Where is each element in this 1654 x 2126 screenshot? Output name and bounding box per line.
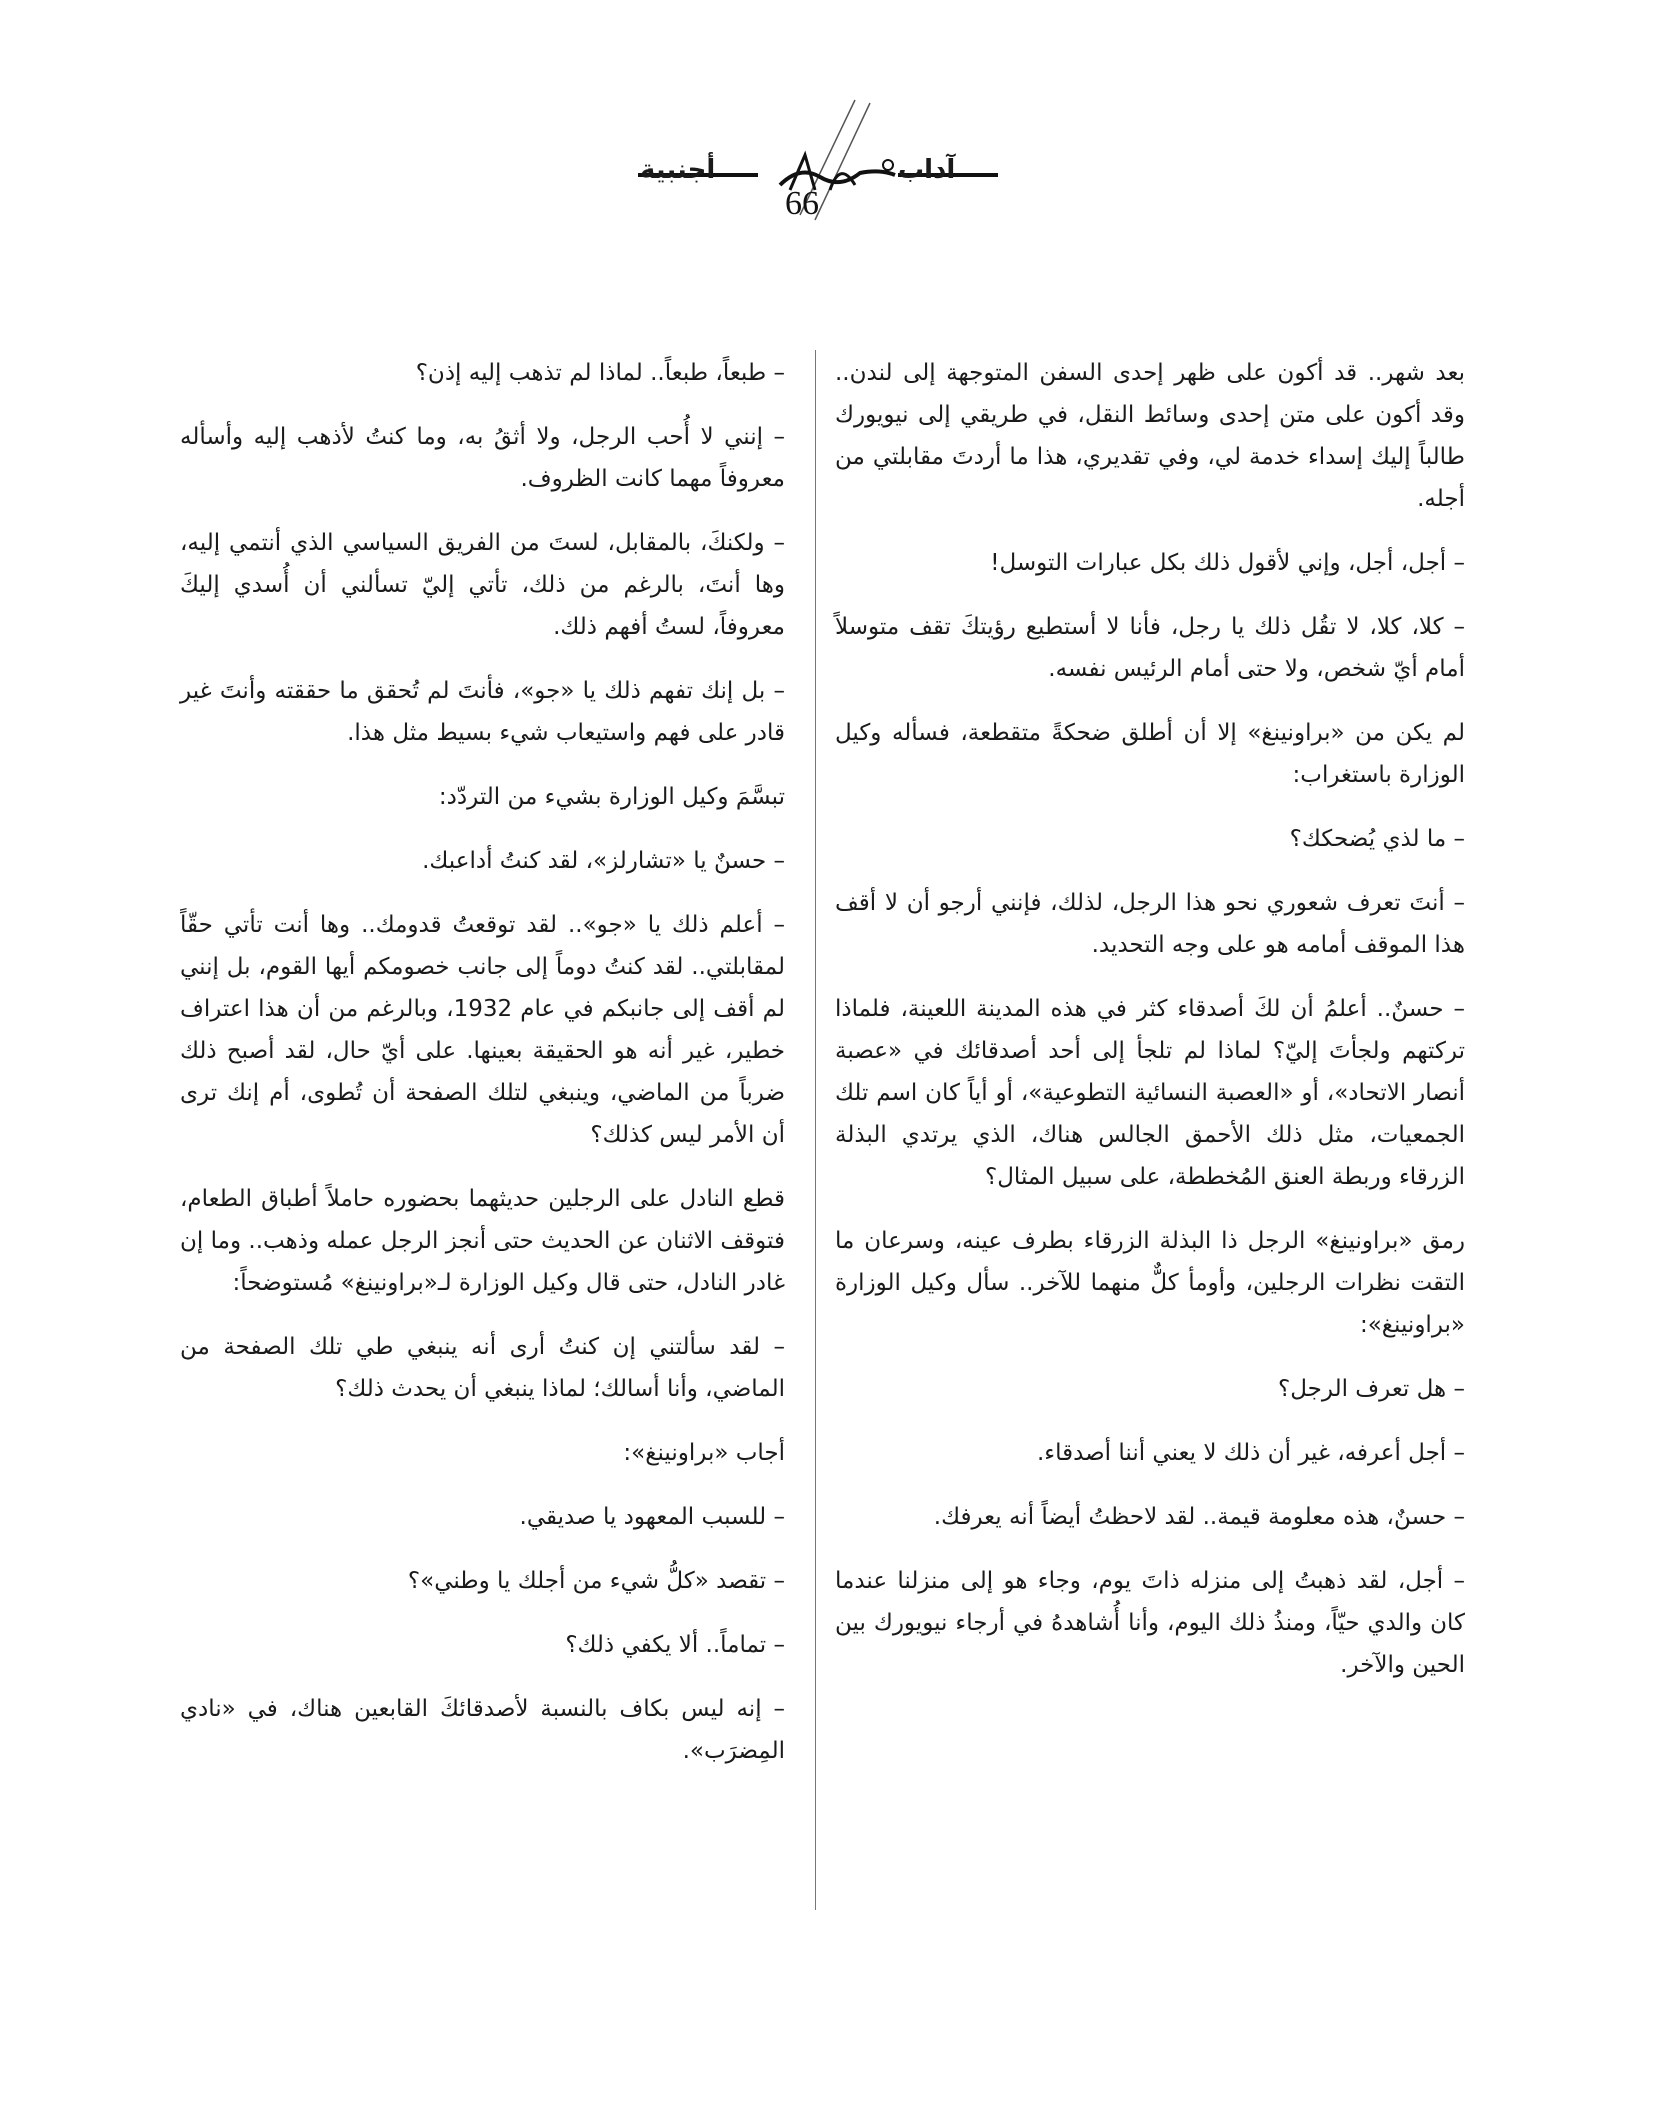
paragraph: – حسنٌ، هذه معلومة قيمة.. لقد لاحظتُ أيضاً أنه يعرفك. xyxy=(933,1504,1465,1530)
paragraph: – تقصد «كلُّ شيء من أجلك يا وطني»؟ xyxy=(407,1568,785,1594)
header-section-right: آداب xyxy=(898,155,956,185)
paragraph: – ولكنكَ، بالمقابل، لستَ من الفريق السياسي الذي أنتمي إليه، وها أنتَ، بالرغم من ذلك، تأتي إليّ تسألني أن أُسدي إليكَ معروفاً، لستُ أفهم ذلك. xyxy=(180,530,785,640)
paragraph: – أعلم ذلك يا «جو».. لقد توقعتُ قدومك.. وها أنت تأتي حقّاً لمقابلتي.. لقد كنتُ دوماً إلى جانب خصومكم أيها القوم، بل إنني لم أقف إلى جانبكم في عام 1932، وبالرغم من أن هذا اعتراف خطير، غير أنه هو الحقيقة بعينها. على أيّ حال، لقد أصبح ذلك ضرباً من الماضي، وينبغي لتلك الصفحة أن تُطوى، أم إنك ترى أن الأمر ليس كذلك؟ xyxy=(180,912,785,1148)
paragraph: – إنني لا أُحب الرجل، ولا أثقُ به، وما كنتُ لأذهب إليه وأسأله معروفاً مهما كانت الظروف. xyxy=(180,424,785,492)
column-divider xyxy=(815,350,816,1910)
paragraph: – هل تعرف الرجل؟ xyxy=(1278,1376,1465,1402)
left-column xyxy=(180,352,785,1794)
paragraph: – ما لذي يُضحكك؟ xyxy=(1289,826,1465,852)
page-number: 66 xyxy=(785,185,819,222)
right-column xyxy=(835,352,1465,1708)
paragraph: – تماماً.. ألا يكفي ذلك؟ xyxy=(565,1632,785,1658)
magazine-logo-icon xyxy=(760,95,910,235)
header-section-left: أجنبية xyxy=(640,155,716,185)
paragraph: – أنتَ تعرف شعوري نحو هذا الرجل، لذلك، فإنني أرجو أن لا أقف هذا الموقف أمامه هو على وجه التحديد. xyxy=(835,890,1465,958)
paragraph: – كلا، كلا، لا تقُل ذلك يا رجل، فأنا لا أستطيع رؤيتكَ تقف متوسلاً أمام أيّ شخص، ولا حتى أمام الرئيس نفسه. xyxy=(835,614,1465,682)
paragraph: – للسبب المعهود يا صديقي. xyxy=(519,1504,785,1530)
paragraph: – أجل أعرفه، غير أن ذلك لا يعني أننا أصدقاء. xyxy=(1036,1440,1465,1466)
paragraph: – حسنٌ.. أعلمُ أن لكَ أصدقاء كثر في هذه المدينة اللعينة، فلماذا تركتهم ولجأتَ إليّ؟ لماذا لم تلجأ إلى أحد أصدقائك في «عصبة أنصار الاتحاد»، أو «العصبة النسائية التطوعية»، أو أياً كان اسم تلك الجمعيات، مثل ذلك الأحمق الجالس هناك، الذي يرتدي البذلة الزرقاء وربطة العنق المُخططة، على سبيل المثال؟ xyxy=(835,996,1465,1190)
paragraph: بعد شهر.. قد أكون على ظهر إحدى السفن المتوجهة إلى لندن.. وقد أكون على متن إحدى وسائط النقل، في طريقي إلى نيويورك طالباً إليك إسداء خدمة لي، وفي تقديري، هذا ما أردتَ مقابلتي من أجله. xyxy=(835,360,1465,512)
paragraph: – طبعاً، طبعاً.. لماذا لم تذهب إليه إذن؟ xyxy=(415,360,785,386)
paragraph: أجاب «براونينغ»: xyxy=(623,1440,785,1466)
paragraph: – بل إنك تفهم ذلك يا «جو»، فأنتَ لم تُحقق ما حققته وأنتَ غير قادر على فهم واستيعاب شيء بسيط مثل هذا. xyxy=(180,678,785,746)
paragraph: – لقد سألتني إن كنتُ أرى أنه ينبغي طي تلك الصفحة من الماضي، وأنا أسالك؛ لماذا ينبغي أن يحدث ذلك؟ xyxy=(180,1334,785,1402)
paragraph: – أجل، لقد ذهبتُ إلى منزله ذاتَ يوم، وجاء هو إلى منزلنا عندما كان والدي حيّاً، ومنذُ ذلك اليوم، وأنا أُشاهدهُ في أرجاء نيويورك بين الحين والآخر. xyxy=(835,1568,1465,1678)
paragraph: – إنه ليس بكاف بالنسبة لأصدقائكَ القابعين هناك، في «نادي المِضرَب». xyxy=(180,1696,785,1764)
paragraph: – حسنٌ يا «تشارلز»، لقد كنتُ أداعبك. xyxy=(422,848,785,874)
paragraph: لم يكن من «براونينغ» إلا أن أطلق ضحكةً متقطعة، فسأله وكيل الوزارة باستغراب: xyxy=(835,720,1465,788)
paragraph: رمق «براونينغ» الرجل ذا البذلة الزرقاء بطرف عينه، وسرعان ما التقت نظرات الرجلين، وأومأ كلٌّ منهما للآخر.. سأل وكيل الوزارة «براونينغ»: xyxy=(835,1228,1465,1338)
paragraph: تبسَّمَ وكيل الوزارة بشيء من التردّد: xyxy=(438,784,785,810)
paragraph: – أجل، أجل، وإني لأقول ذلك بكل عبارات التوسل! xyxy=(990,550,1465,576)
paragraph: قطع النادل على الرجلين حديثهما بحضوره حاملاً أطباق الطعام، فتوقف الاثنان عن الحديث حتى أنجز الرجل عمله وذهب.. وما إن غادر النادل، حتى قال وكيل الوزارة لـ«براونينغ» مُستوضحاً: xyxy=(180,1186,785,1296)
page-header xyxy=(620,95,1040,235)
